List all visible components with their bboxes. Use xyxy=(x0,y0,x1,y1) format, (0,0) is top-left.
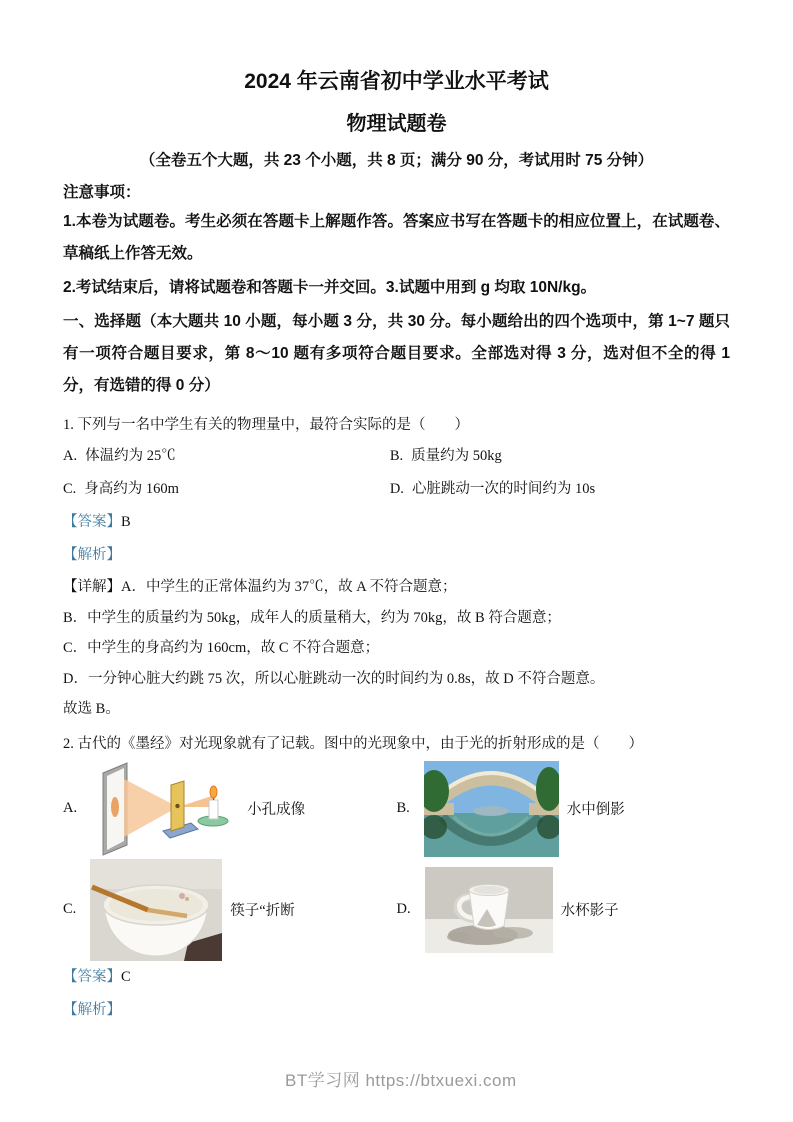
exam-meta-line: （全卷五个大题，共 23 个小题，共 8 页；满分 90 分，考试用时 75 分钟） xyxy=(139,152,654,169)
section1-heading: 一、选择题（本大题共 10 小题，每小题 3 分，共 30 分。每小题给出的四个选项中，第 1~7 题只有一项符合题目要求，第 8～10 题有多项符合题目要求。全部选对得 3 分，选对但不全的得 1 分，有选错的得 0 分） xyxy=(63,313,730,394)
notice-item-1: 1.本卷为试题卷。考生必须在答题卡上解题作答。答案应书写在答题卡的相应位置上，在试题卷、草稿纸上作答无效。 xyxy=(63,213,730,262)
q2-image-row-2 xyxy=(63,859,730,961)
notice-item-2: 2.考试结束后，请将试题卷和答题卡一并交回。3.试题中用到 g 均取 10N/kg。 xyxy=(63,279,597,296)
notice-heading: 注意事项： xyxy=(63,184,141,201)
q2-option-a xyxy=(63,759,397,859)
q1-option-a-label: A. xyxy=(63,448,78,464)
q1-option-c xyxy=(63,473,390,506)
q1-option-d-text: 心脏跳动一次的时间约为 10s xyxy=(411,481,596,497)
q1-analysis-line xyxy=(63,539,730,572)
q1-detail-line-5: 故选 B。 xyxy=(63,701,120,717)
q1-detail-line-3: C．中学生的身高约为 160cm，故 C 不符合题意； xyxy=(63,640,380,656)
chopstick-bent-in-bowl-image xyxy=(90,859,222,961)
q1-option-c-text: 身高约为 160m xyxy=(84,481,179,497)
question1-options xyxy=(63,440,730,506)
q2-option-b xyxy=(397,761,731,857)
q2-option-d-label: D. xyxy=(396,901,411,917)
q2-analysis-line xyxy=(63,994,730,1027)
q2-answer-label: 【答案】 xyxy=(63,968,121,985)
cup-shadow-image xyxy=(425,867,553,953)
q2-image-row-1 xyxy=(63,759,730,859)
q1-detail-line-4: D．一分钟心脏大约跳 75 次，所以心脏跳动一次的时间约为 0.8s，故 D 不符合题意。 xyxy=(63,670,605,687)
exam-title: 2024 年云南省初中学业水平考试 xyxy=(244,70,549,93)
exam-subtitle: 物理试题卷 xyxy=(346,113,447,135)
q1-option-c-label: C. xyxy=(63,481,77,497)
q2-option-c-label: C. xyxy=(63,901,77,917)
q2-option-a-caption: 小孔成像 xyxy=(247,802,306,818)
q2-option-c xyxy=(63,859,397,961)
q1-option-b xyxy=(390,440,730,473)
q2-option-a-label: A. xyxy=(63,800,78,816)
pinhole-imaging-image xyxy=(91,759,239,859)
q1-detail-line-2: B．中学生的质量约为 50kg，成年人的质量稍大，约为 70kg，故 B 符合题意； xyxy=(63,609,561,626)
q2-option-b-caption: 水中倒影 xyxy=(566,802,625,818)
q1-option-b-text: 质量约为 50kg xyxy=(411,448,502,464)
q2-option-d xyxy=(397,867,731,953)
question1-stem: 1. 下列与一名中学生有关的物理量中，最符合实际的是（ ） xyxy=(63,417,469,433)
q1-option-b-label: B. xyxy=(389,448,404,464)
q1-answer-line xyxy=(63,506,730,539)
q2-answer-line xyxy=(63,961,730,994)
q1-option-d-label: D. xyxy=(389,481,404,497)
q1-answer-label: 【答案】 xyxy=(63,514,121,530)
q1-detail-line-1: 【详解】A．中学生的正常体温约为 37℃，故 A 不符合题意； xyxy=(63,579,457,595)
q2-option-c-caption: 筷子“折断 xyxy=(230,903,295,919)
q2-option-b-label: B. xyxy=(396,800,410,816)
question2-stem: 2. 古代的《墨经》对光现象就有了记载。图中的光现象中，由于光的折射形成的是（ ） xyxy=(63,735,643,752)
q1-option-a xyxy=(63,440,390,473)
q2-answer-value: C xyxy=(121,968,131,985)
bridge-water-reflection-image xyxy=(424,761,559,857)
q2-option-d-caption: 水杯影子 xyxy=(560,903,619,919)
q1-option-d xyxy=(390,473,730,506)
site-watermark: BT学习网 https://btxuexi.com xyxy=(285,1071,517,1090)
q1-option-a-text: 体温约为 25℃ xyxy=(85,448,176,464)
q2-analysis-label: 【解析】 xyxy=(63,1001,121,1018)
q1-analysis-label: 【解析】 xyxy=(63,547,121,563)
q1-answer-value: B xyxy=(121,514,131,530)
